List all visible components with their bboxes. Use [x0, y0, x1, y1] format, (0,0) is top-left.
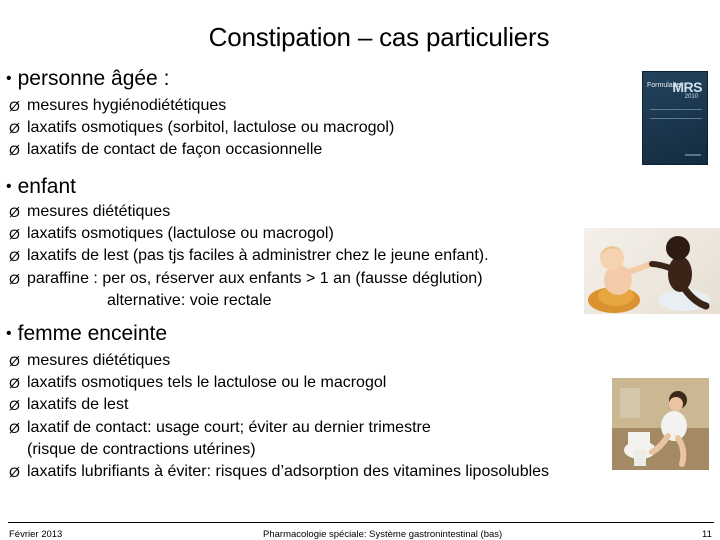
list-item: [9, 245, 489, 267]
list-item: [9, 201, 489, 223]
section-heading-elderly: [6, 67, 169, 91]
section-heading-text: enfant: [17, 175, 76, 198]
arrow-bullet-icon: Ø: [9, 226, 20, 243]
list-item-text: mesures diététiques: [27, 203, 171, 220]
continuation-text: (risque de contractions utérines): [27, 440, 256, 458]
list-item-text: laxatifs osmotiques tels le lactulose ou le macrogol: [27, 374, 387, 392]
continuation-text: alternative: voie rectale: [107, 291, 272, 309]
arrow-bullet-icon: Ø: [9, 419, 20, 436]
list-item-text: laxatifs de lest (pas tjs faciles à administrer chez le jeune enfant).: [27, 247, 489, 265]
arrow-bullet-icon: Ø: [9, 98, 20, 114]
list-item-text: mesures diététiques: [27, 352, 171, 369]
list-item: [9, 417, 549, 439]
list-item-text: laxatifs de contact de façon occasionnelle: [27, 141, 323, 159]
arrow-bullet-icon: Ø: [9, 248, 20, 265]
list-item: [9, 350, 549, 372]
list-item-text: mesures hygiénodiététiques: [27, 97, 227, 114]
child-list: [9, 201, 489, 312]
list-item: [9, 223, 489, 245]
children-illustration: [584, 228, 720, 314]
arrow-bullet-icon: Ø: [9, 120, 20, 137]
list-item: [9, 117, 394, 139]
section-heading-pregnant: [6, 322, 167, 346]
list-item-text: laxatifs osmotiques (sorbitol, lactulose ou macrogol): [27, 119, 395, 137]
list-item: [9, 139, 394, 161]
arrow-bullet-icon: Ø: [9, 204, 20, 220]
arrow-bullet-icon: Ø: [9, 375, 20, 392]
arrow-bullet-icon: Ø: [9, 142, 20, 159]
elderly-list: [9, 95, 394, 162]
bullet-icon: •: [6, 178, 12, 195]
list-item: [9, 372, 549, 394]
list-item-text: laxatifs osmotiques (lactulose ou macrogol): [27, 225, 334, 243]
bathroom-illustration: [612, 378, 709, 470]
pregnant-list: [9, 350, 549, 483]
footer-page-number: 11: [702, 529, 712, 540]
children-photo: [584, 228, 720, 314]
list-item-text: laxatif de contact: usage court; éviter au dernier trimestre: [27, 418, 431, 436]
arrow-bullet-icon: Ø: [9, 270, 20, 287]
footer-divider: [8, 522, 714, 523]
list-item-text: paraffine : per os, réserver aux enfants > 1 an (fausse déglution): [27, 269, 483, 287]
list-item: [9, 268, 489, 290]
book-footer-mark: [685, 154, 701, 156]
section-heading-text: personne âgée :: [17, 67, 170, 90]
list-item-continuation: [9, 439, 549, 461]
arrow-bullet-icon: Ø: [9, 397, 20, 414]
arrow-bullet-icon: Ø: [9, 463, 20, 480]
pregnant-woman-photo: [612, 378, 709, 470]
list-item-text: laxatifs lubrifiants à éviter: risques d’adsorption des vitamines liposolubles: [27, 462, 550, 480]
slide-title: Constipation – cas particuliers: [208, 22, 550, 52]
list-item: [9, 394, 549, 416]
section-heading-child: [6, 175, 76, 199]
arrow-bullet-icon: Ø: [9, 353, 20, 369]
formulary-book-image: [642, 71, 708, 165]
list-item-text: laxatifs de lest: [27, 396, 129, 414]
book-subtitle-lines: [650, 109, 702, 119]
bullet-icon: •: [6, 70, 12, 87]
footer-course: Pharmacologie spéciale: Système gastronintestinal (bas): [263, 529, 503, 540]
footer-date: Février 2013: [9, 529, 63, 540]
book-year: 2010: [684, 94, 698, 100]
book-title: Formulaire: [647, 82, 681, 89]
list-item: [9, 461, 549, 483]
list-item-continuation: [9, 290, 489, 312]
book-brand: MRS: [672, 79, 702, 95]
section-heading-text: femme enceinte: [17, 322, 168, 345]
bullet-icon: •: [6, 325, 12, 342]
list-item: [9, 95, 394, 117]
